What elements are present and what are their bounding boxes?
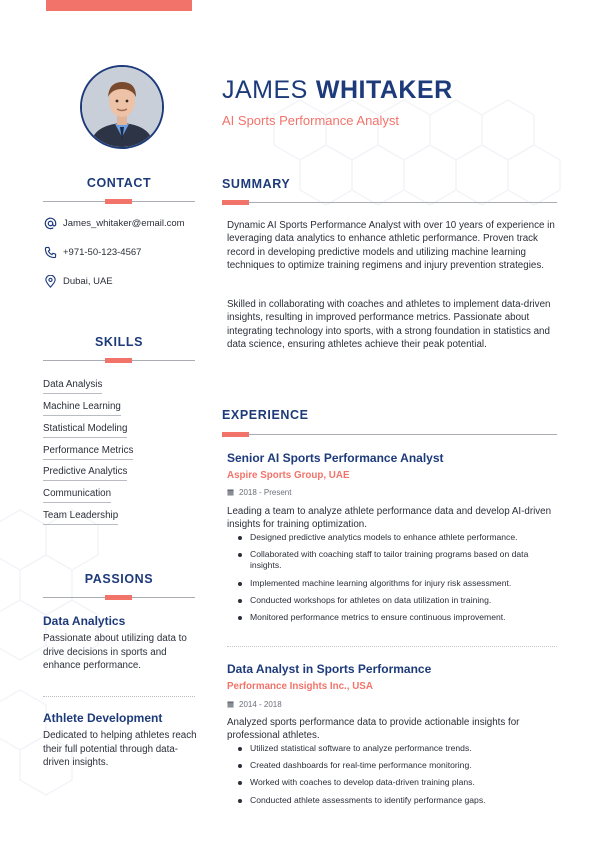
contact-heading: CONTACT: [86, 176, 152, 190]
skills-divider: [43, 360, 195, 361]
passion-description: Passionate about utilizing data to drive decisions in sports and enhance performance.: [43, 633, 187, 671]
calendar-icon: [227, 489, 234, 496]
skill-item: Machine Learning: [43, 401, 121, 416]
job-bullet: Created dashboards for real-time performance monitoring.: [237, 760, 557, 771]
phone-icon: [44, 246, 57, 259]
experience-heading: EXPERIENCE: [222, 408, 309, 422]
job-bullet: Designed predictive analytics models to enhance athlete performance.: [237, 532, 557, 543]
job-bullet: Collaborated with coaching staff to tailor training programs based on data insights.: [237, 549, 557, 571]
location-pin-icon: [44, 275, 57, 288]
passion-description: Dedicated to helping athletes reach their full potential through data-driven insights.: [43, 730, 197, 768]
job-bullet: Monitored performance metrics to ensure continuous improvement.: [237, 612, 557, 623]
skill-item: Team Leadership: [43, 510, 118, 525]
contact-phone: +971-50-123-4567: [63, 247, 142, 258]
passion-separator: [43, 696, 195, 697]
skill-item: Data Analysis: [43, 379, 102, 394]
calendar-icon: [227, 701, 234, 708]
top-accent-bar: [46, 0, 192, 11]
contact-divider: [43, 201, 195, 202]
passions-divider: [43, 597, 195, 598]
passion-title: Data Analytics: [43, 614, 126, 628]
experience-divider: [222, 434, 557, 435]
job-bullets: [237, 743, 557, 812]
skill-item: Communication: [43, 488, 111, 503]
contact-location: Dubai, UAE: [63, 276, 113, 287]
contact-email-row[interactable]: [44, 217, 185, 230]
job-bullet: Worked with coaches to develop data-driven training plans.: [237, 777, 557, 788]
candidate-name: [222, 76, 453, 105]
at-icon: [44, 217, 57, 230]
job-company: Performance Insights Inc., USA: [227, 681, 373, 692]
job-dates-text: 2014 - 2018: [239, 700, 282, 709]
divider-accent: [105, 595, 132, 600]
divider-accent: [105, 358, 132, 363]
contact-location-row: [44, 275, 113, 288]
job-dates: [227, 488, 291, 497]
job-title: Data Analyst in Sports Performance: [227, 662, 432, 676]
summary-paragraph: Skilled in collaborating with coaches and athletes to implement data-driven insights, resulting in improved performance metrics. Passionate about integrating technology into sports, with a strong foundation in statistics and data science, ensuring athletes achieve their peak potential.: [227, 299, 551, 350]
skill-item: Statistical Modeling: [43, 423, 127, 438]
skill-item: Predictive Analytics: [43, 466, 127, 481]
passion-title: Athlete Development: [43, 711, 163, 725]
job-dates-text: 2018 - Present: [239, 488, 292, 497]
profile-photo: [80, 65, 164, 149]
summary-divider: [222, 202, 557, 203]
skill-item: Performance Metrics: [43, 445, 133, 460]
contact-phone-row[interactable]: [44, 246, 141, 259]
job-summary: Analyzed sports performance data to provide actionable insights for professional athletes.: [227, 717, 520, 741]
divider-accent: [222, 432, 249, 437]
divider-accent: [222, 200, 249, 205]
job-bullet: Conducted workshops for athletes on data utilization in training.: [237, 595, 557, 606]
passions-heading: PASSIONS: [84, 572, 154, 586]
job-bullet: Conducted athlete assessments to identify performance gaps.: [237, 795, 557, 806]
contact-email: James_whitaker@email.com: [63, 218, 185, 229]
job-bullet: Utilized statistical software to analyze performance trends.: [237, 743, 557, 754]
last-name: WHITAKER: [315, 76, 453, 104]
job-bullets: [237, 532, 557, 629]
job-bullet: Implemented machine learning algorithms for injury risk assessment.: [237, 578, 557, 589]
job-title: Senior AI Sports Performance Analyst: [227, 451, 444, 465]
summary-heading: SUMMARY: [222, 177, 291, 191]
job-separator: [227, 646, 557, 647]
job-company: Aspire Sports Group, UAE: [227, 470, 350, 481]
job-title: AI Sports Performance Analyst: [222, 113, 400, 128]
job-dates: [227, 700, 282, 709]
first-name: JAMES: [222, 76, 308, 104]
skills-heading: SKILLS: [94, 335, 144, 349]
divider-accent: [105, 199, 132, 204]
job-summary: Leading a team to analyze athlete performance data and develop AI-driven insights for training optimization.: [227, 506, 552, 530]
summary-paragraph: Dynamic AI Sports Performance Analyst with over 10 years of experience in leveraging data analytics to enhance athletic performance. Proven track record in developing predictive models and utilizing machine learning techniques to optimize training regimens and injury prevention strategies.: [227, 220, 555, 271]
